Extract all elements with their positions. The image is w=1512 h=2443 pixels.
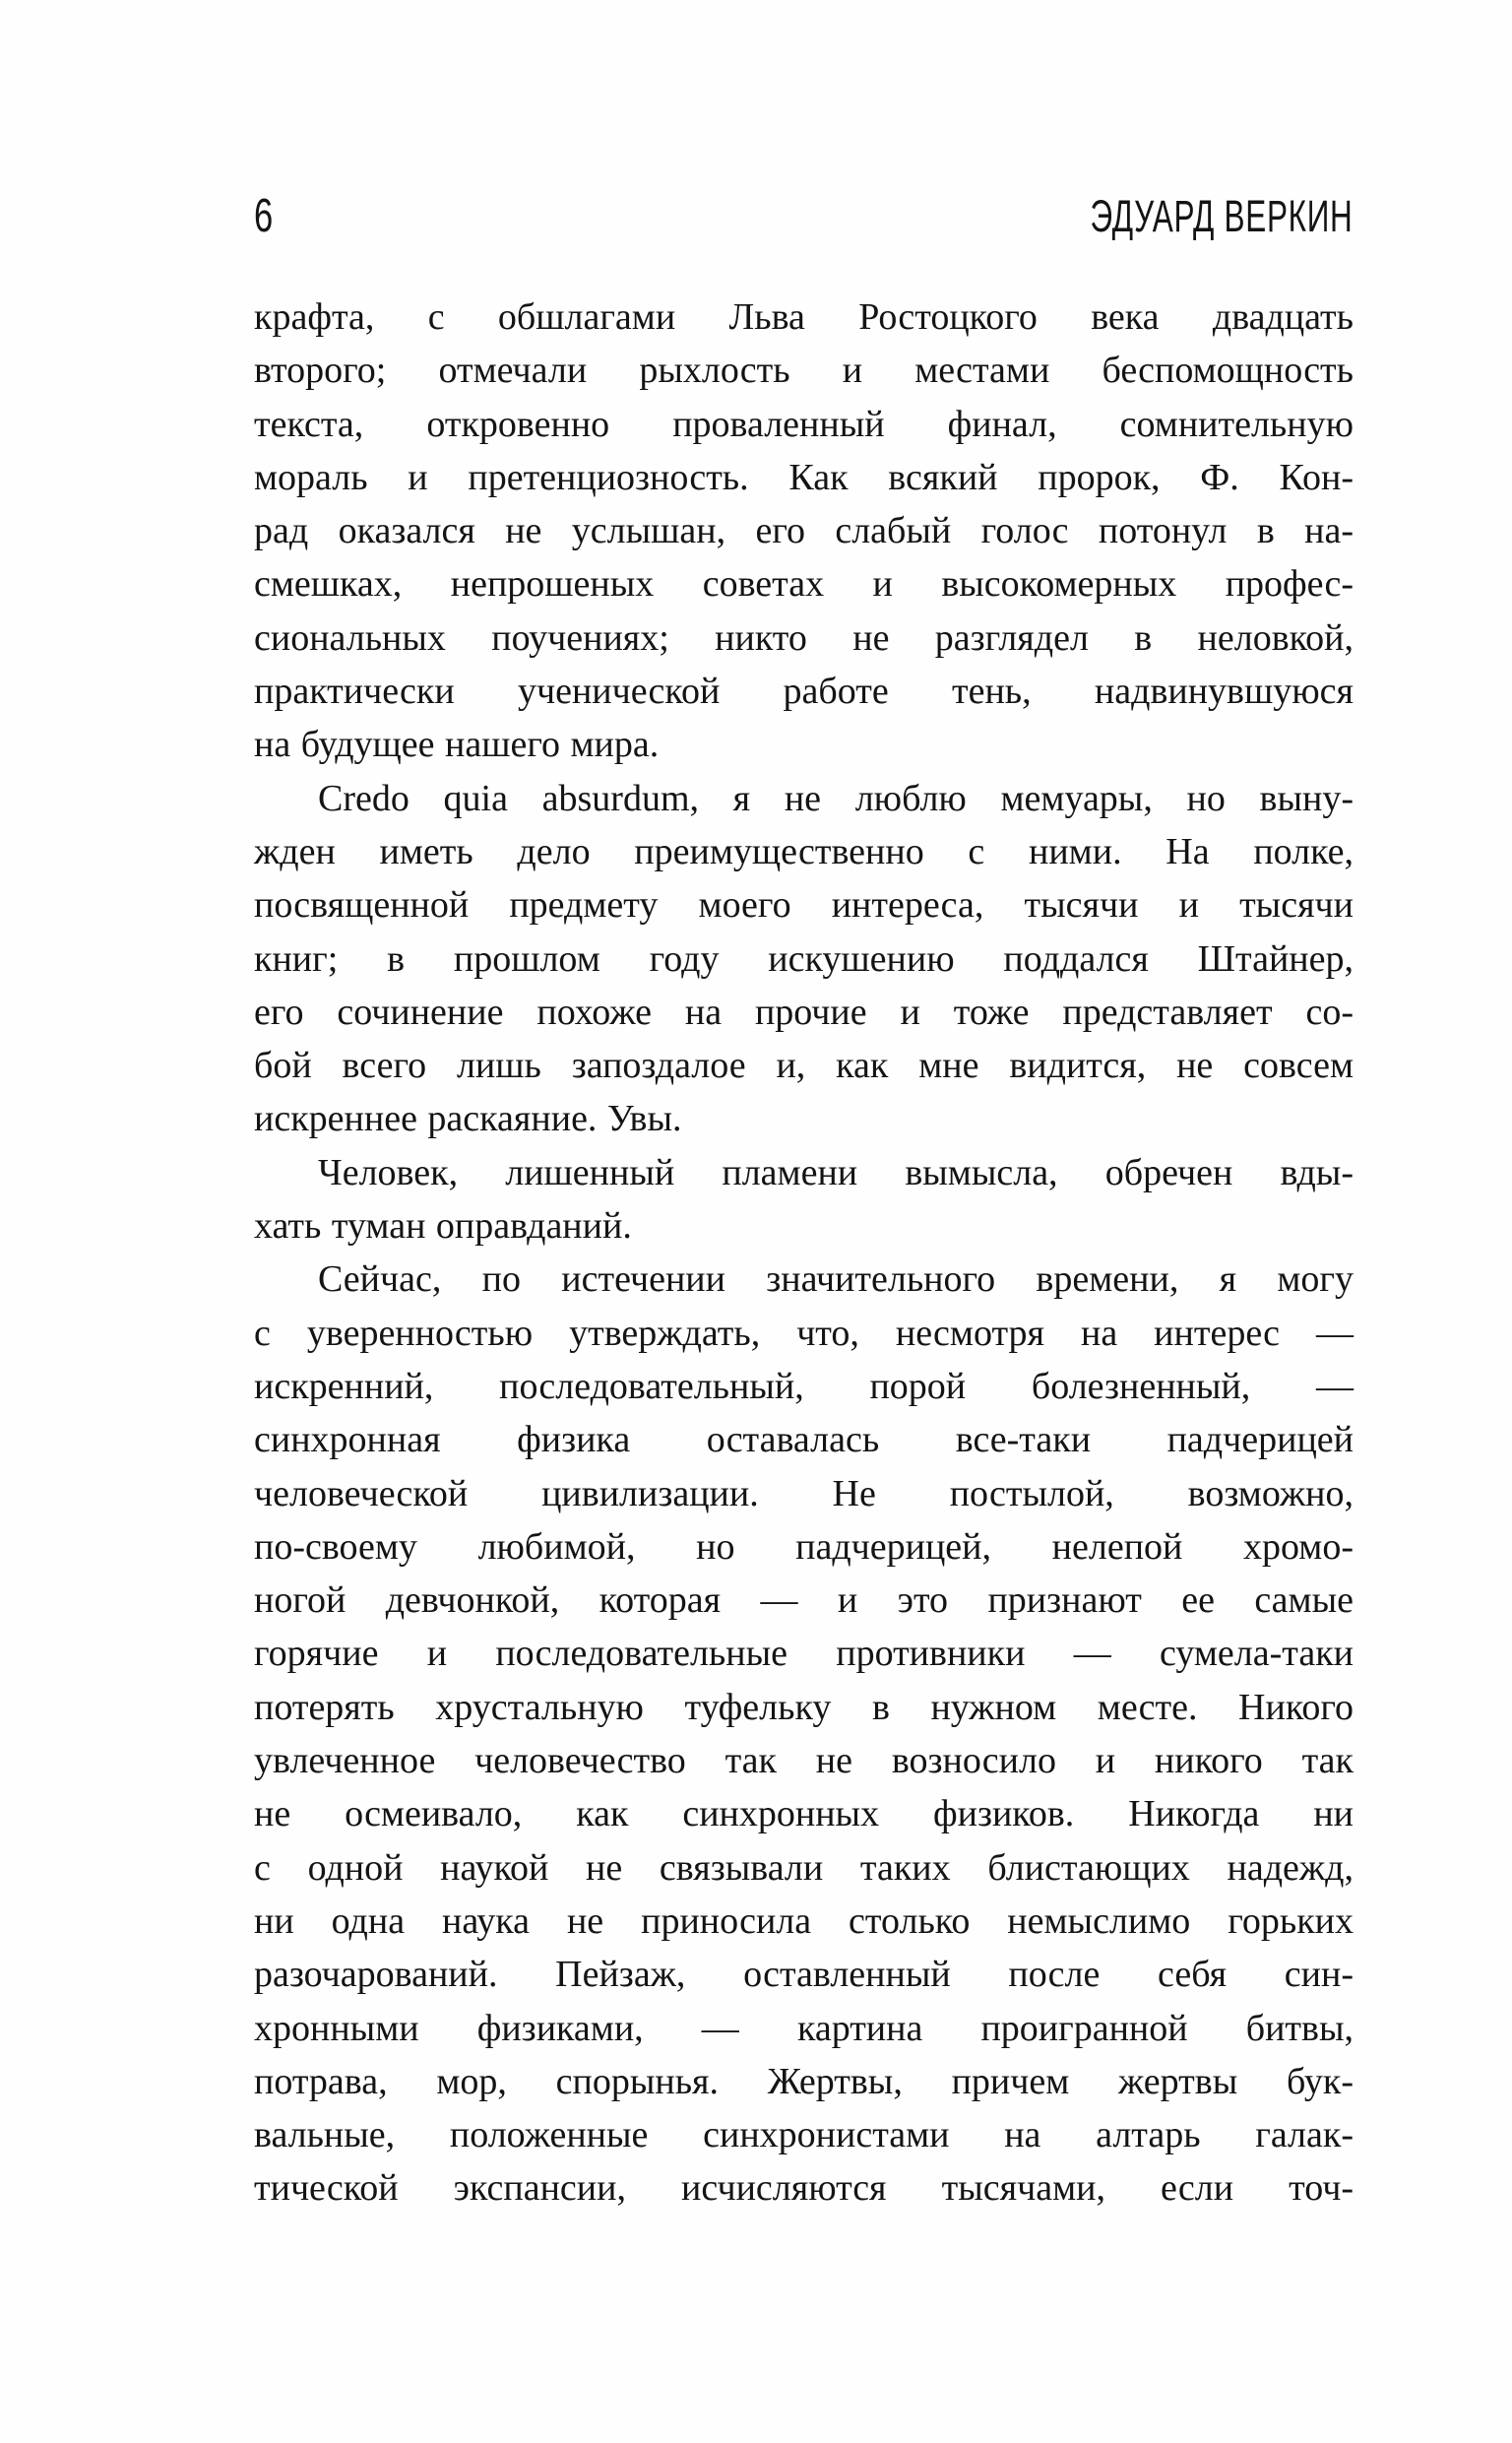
text-line: его сочинение похоже на прочие и тоже представляет со- [254,991,1354,1033]
text-line: человеческой цивилизации. Не постылой, возможно, [254,1472,1354,1514]
text-line: хать туман оправданий. [254,1205,632,1248]
text-line: с уверенностью утверждать, что, несмотря на интерес — [254,1312,1354,1354]
text-line: не осмеивало, как синхронных физиков. Никогда ни [254,1793,1354,1835]
paragraph [254,1253,1354,2215]
text-line: искреннее раскаяние. Увы. [254,1098,682,1140]
text-line: книг; в прошлом году искушению поддался Штайнер, [254,937,1354,980]
text-line: хронными физиками, — картина проигранной битвы, [254,2007,1354,2049]
text-line: разочарований. Пейзаж, оставленный после себя син- [254,1954,1354,1996]
text-line: потерять хрустальную туфельку в нужном месте. Никого [254,1686,1354,1728]
text-line: Сейчас, по истечении значительного времени, я могу [318,1258,1354,1301]
text-line: увлеченное человечество так не возносило и никого так [254,1740,1354,1782]
text-line: сиональных поучениях; никто не разглядел в неловкой, [254,616,1354,659]
text-line: по-своему любимой, но падчерицей, нелепой хромо- [254,1525,1354,1568]
body-text-block [254,290,1354,2216]
text-line: Человек, лишенный пламени вымысла, обречен вды- [318,1151,1354,1193]
running-head-author: ЭДУАРД ВЕРКИН [1090,191,1354,241]
text-line: рад оказался не услышан, его слабый голос потонул в на- [254,510,1354,552]
text-line: искренний, последовательный, порой болезненный, — [254,1365,1354,1407]
text-line: второго; отмечали рыхлость и местами беспомощность [254,350,1354,392]
text-line: практически ученической работе тень, надвинувшуюся [254,671,1354,713]
text-line: бой всего лишь запоздалое и, как мне видится, не совсем [254,1045,1354,1087]
text-line: мораль и претенциозность. Как всякий пророк, Ф. Кон- [254,456,1354,498]
text-line: посвященной предмету моего интереса, тысячи и тысячи [254,884,1354,927]
running-head [254,190,1354,242]
text-line: с одной наукой не связывали таких блистающих надежд, [254,1846,1354,1889]
text-line: тической экспансии, исчисляются тысячами, если точ- [254,2167,1354,2210]
text-line: ни одна наука не приносила столько немыслимо горьких [254,1899,1354,1942]
text-line: жден иметь дело преимущественно с ними. На полке, [254,830,1354,872]
paragraph [254,1146,1354,1254]
paragraph [254,290,1354,772]
text-line: потрава, мор, спорынья. Жертвы, причем жертвы бук- [254,2060,1354,2102]
text-line: горячие и последовательные противники — сумела-таки [254,1633,1354,1675]
text-line: ногой девчонкой, которая — и это признают ее самые [254,1579,1354,1622]
text-line: крафта, с обшлагами Льва Ростоцкого века двадцать [254,296,1354,338]
text-line: вальные, положенные синхронистами на алтарь галак- [254,2114,1354,2156]
text-line: смешках, непрошеных советах и высокомерных профес- [254,563,1354,606]
page-number: 6 [254,190,274,242]
text-line: синхронная физика оставалась все-таки падчерицей [254,1419,1354,1461]
text-line: Credo quia absurdum, я не люблю мемуары, но выну- [318,777,1354,819]
text-line: на будущее нашего мира. [254,724,660,766]
text-line: текста, откровенно проваленный финал, сомнительную [254,403,1354,445]
paragraph [254,772,1354,1146]
